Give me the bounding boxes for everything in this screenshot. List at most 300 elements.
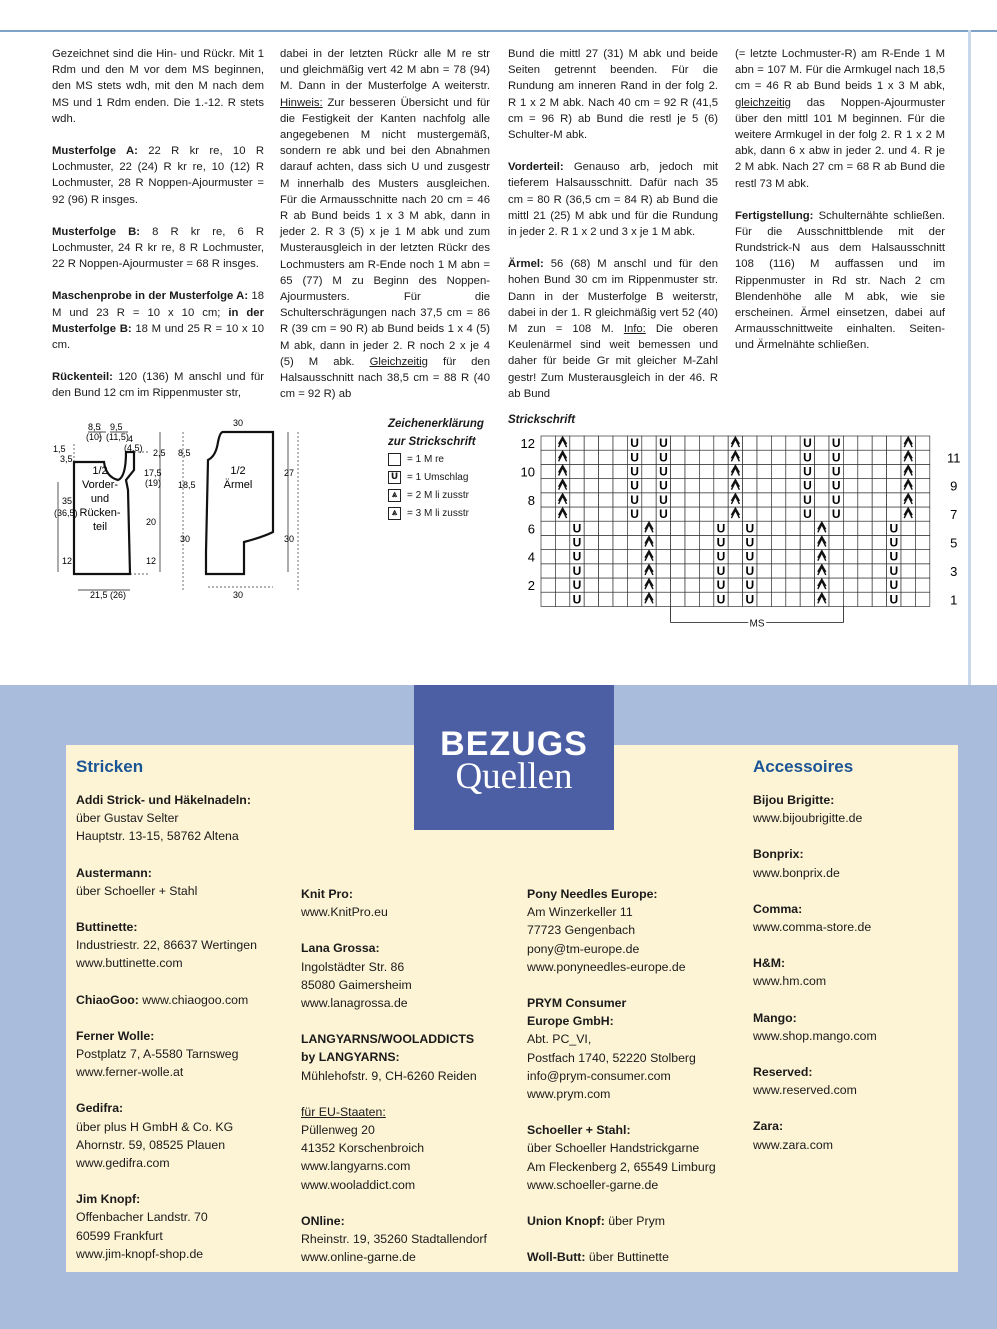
source-name: PRYM Consumer (527, 996, 627, 1011)
chart-cell (584, 564, 598, 578)
instruction-paragraph: Maschenprobe in der Musterfolge A: 18 M und 23 R = 10 x 10 cm; in der Musterfolge B: 18 M und 25 R = 10 x 10 cm. (52, 290, 264, 352)
chart-cell (915, 464, 929, 478)
chart-cell (887, 436, 901, 450)
source-entry (301, 1030, 521, 1085)
chart-cell (728, 592, 742, 606)
chart-cell (771, 550, 785, 564)
row-number-left: 6 (527, 521, 535, 537)
chart-cell (599, 493, 613, 507)
chart-cell (743, 464, 757, 478)
yarnover-mark: U (889, 535, 899, 550)
chart-cell (786, 535, 800, 549)
chart-cell (699, 521, 713, 535)
dim-label: 8,5 (88, 422, 101, 432)
chart-cell (671, 578, 685, 592)
chart-cell (858, 493, 872, 507)
chart-cell (901, 521, 915, 535)
source-line: Hauptstr. 13-15, 58762 Altena (76, 829, 239, 844)
yarnover-mark: U (572, 521, 582, 536)
heading-accessoires: Accessoires (753, 757, 854, 776)
chart-cell (786, 578, 800, 592)
instruction-paragraph: Fertigstellung: Schulternähte schließen. Für die Ausschnittblende mit der Rundstrick-N aus dem Halsausschnitt 108 (116) M auffassen und im Rippenmuster in Rd str. Nach 2 cm Blendenhöhe alle M abk, wie sie erscheinen. Ärmel einsetzen, dabei auf Armausschnittweite einhalten. Seiten- und Ärmelnähte schließen. (735, 209, 945, 352)
chart-cell (757, 550, 771, 564)
yarnover-mark: U (831, 492, 841, 507)
chart-cell (685, 436, 699, 450)
source-name: Comma: (753, 901, 803, 916)
dim-label: 9,5 (110, 422, 123, 432)
yarnover-mark: U (803, 478, 812, 493)
chart-cell (829, 564, 843, 578)
source-name: LANGYARNS/WOOLADDICTS (301, 1032, 475, 1047)
chart-cell (699, 564, 713, 578)
chart-cell (786, 464, 800, 478)
chart-legend (388, 415, 498, 523)
instructions-column-1 (52, 46, 264, 418)
yarnover-mark: U (889, 521, 899, 536)
yarnover-mark: U (831, 464, 841, 479)
chart-cell (584, 578, 598, 592)
chart-cell (728, 550, 742, 564)
chart-cell (656, 521, 670, 535)
source-entry (527, 1212, 747, 1230)
dim-label: 17,5 (144, 468, 162, 478)
chart-cell (570, 507, 584, 521)
source-line: Ingolstädter Str. 86 (301, 959, 405, 974)
chart-cell (685, 479, 699, 493)
chart-cell (872, 578, 886, 592)
chart-cell (599, 450, 613, 464)
chart-cell (541, 550, 555, 564)
dim-label: 1,5 (53, 444, 66, 454)
sources-column-4 (753, 791, 953, 1172)
source-name: Woll-Butt: (527, 1250, 586, 1265)
chart-cell (714, 436, 728, 450)
chart-cell (843, 550, 857, 564)
chart-cell (743, 436, 757, 450)
source-line: Mühlehofstr. 9, CH-6260 Reiden (301, 1068, 477, 1083)
chart-cell (685, 507, 699, 521)
yarnover-mark: U (831, 507, 841, 522)
chart-cell (915, 436, 929, 450)
source-name: H&M: (753, 956, 786, 971)
chart-cell (915, 592, 929, 606)
row-number-right: 9 (950, 478, 958, 494)
chart-cell (872, 507, 886, 521)
yarnover-mark: U (572, 578, 582, 593)
row-number-right: 1 (950, 592, 958, 608)
source-line: www.langyarns.com (301, 1159, 411, 1174)
chart-cell (771, 578, 785, 592)
chart-cell (599, 507, 613, 521)
knit-symbol-icon (388, 453, 401, 466)
source-line: Rheinstr. 19, 35260 Stadtallendorf (301, 1232, 487, 1247)
legend-item-k2tog: ⩓ = 2 M li zusstr (388, 485, 498, 505)
yarnover-mark: U (831, 436, 841, 451)
sleeve-label: 1/2 Ärmel (223, 465, 253, 491)
legend-item-knit: = 1 M re (388, 449, 498, 469)
yarnover-mark: U (803, 450, 812, 465)
chart-cell (800, 521, 814, 535)
source-line: über Schoeller + Stahl (76, 883, 198, 898)
source-line: www.schoeller-garne.de (527, 1177, 659, 1192)
chart-cell (613, 450, 627, 464)
row-number-left: 4 (527, 549, 535, 565)
source-line: Industriestr. 22, 86637 Wertingen (76, 938, 257, 953)
chart-cell (915, 578, 929, 592)
chart-cell (757, 436, 771, 450)
chart-cell (872, 592, 886, 606)
yarnover-symbol-icon: U (388, 471, 401, 484)
note-label: Info: (623, 323, 646, 336)
chart-cell (699, 507, 713, 521)
chart-cell (570, 493, 584, 507)
yarnover-mark: U (889, 578, 899, 593)
source-entry (527, 1248, 747, 1266)
instruction-paragraph: dabei in der letzten Rückr alle M re str und gleichmäßig vert 42 M abn = 78 (94) M. Dann in der Musterfolge A weiterstr. Hinweis: Zur besseren Übersicht und für die Festigkeit der Kanten nachfolg alle angegebenen M nicht mustergemäß, sondern re abk und bei den Abnahmen darauf achten, dass sich U und zusgestr M innerhalb des Musters ausgleichen. Für die Armausschnitte nach 20 cm = 46 R ab Bund beids 1 x 3 M abk, dann in jeder 2. R 3 (5) x je 1 M abk und zum Musterausgleich in der letzten Rückr des Lochmusters am R-Ende noch 1 M abn = 65 (77) M zu Beginn des Noppen-Ajourmusters. Für die Schulterschrägungen nach 37,5 cm = 86 R (39 cm = 90 R) ab Bund beids 1 x 4 (5) M abk, dann in jeder 2. R noch 2 x je 4 (5) M abk. Gleichzeitig für den Halsausschnitt nach 38,5 cm = 88 R (40 cm = 92 R) ab (280, 48, 490, 401)
chart-cell (627, 578, 641, 592)
chart-cell (584, 450, 598, 464)
chart-cell (771, 479, 785, 493)
yarnover-mark: U (803, 492, 812, 507)
legend-title: Zeichenerklärung (388, 418, 484, 430)
chart-cell (599, 578, 613, 592)
chart-cell (642, 479, 656, 493)
yarnover-mark: U (831, 450, 841, 465)
source-name: ONline: (301, 1213, 345, 1228)
chart-cell (541, 592, 555, 606)
row-number-left: 10 (520, 464, 535, 480)
yarnover-mark: U (803, 507, 812, 522)
instruction-paragraph: Rückenteil: 120 (136) M anschl und für den Bund 12 cm im Rippenmuster str, (52, 371, 264, 400)
source-line: www.gedifra.com (76, 1156, 170, 1171)
chart-cell (685, 578, 699, 592)
chart-cell (901, 535, 915, 549)
dim-label: 30 (180, 534, 191, 544)
chart-cell (714, 507, 728, 521)
source-line: Postfach 1740, 52220 Stolberg (527, 1050, 696, 1065)
source-name: Pony Needles Europe: (527, 887, 658, 901)
knitting-chart (505, 430, 961, 630)
chart-cell (555, 521, 569, 535)
section-label: Musterfolge B: (52, 225, 141, 238)
chart-cell (800, 564, 814, 578)
source-entry (301, 939, 521, 1012)
chart-cell (671, 450, 685, 464)
chart-cell (671, 535, 685, 549)
source-name: Mango: (753, 1010, 797, 1025)
chart-cell (613, 464, 627, 478)
chart-cell (642, 493, 656, 507)
chart-cell (743, 479, 757, 493)
source-line: Abt. PC_VI, (527, 1032, 592, 1047)
dim-label: (19) (145, 478, 162, 488)
chart-cell (872, 535, 886, 549)
row-number-left: 2 (527, 578, 535, 594)
chart-cell (843, 507, 857, 521)
instructions-column-3 (508, 46, 718, 418)
chart-cell (656, 550, 670, 564)
section-label: in der Musterfolge B: (52, 306, 264, 335)
row-number-left: 12 (520, 436, 535, 452)
source-line: www.ponyneedles-europe.de (527, 959, 686, 974)
chart-cell (800, 578, 814, 592)
source-entry (753, 845, 953, 881)
yarnover-mark: U (630, 478, 639, 493)
source-entry (753, 900, 953, 936)
source-line: www.KnitPro.eu (301, 905, 388, 920)
instruction-paragraph: Vorderteil: Genauso arb, jedoch mit tieferem Halsausschnitt. Dafür nach 35 cm = 80 R (36,5 cm = 84 R) ab Bund die mittl 21 (25) M abk und für die Rundung in jeder 2. R 1 x 2 und 3 x je 1 M abk. (508, 161, 718, 239)
source-entry (76, 791, 296, 846)
chart-cell (829, 521, 843, 535)
chart-cell (584, 592, 598, 606)
dim-label: 12 (146, 556, 157, 566)
chart-cell (541, 507, 555, 521)
yarnover-mark: U (659, 450, 668, 465)
chart-cell (671, 507, 685, 521)
source-line: www.online-garne.de (301, 1250, 416, 1265)
chart-cell (627, 592, 641, 606)
chart-cell (613, 592, 627, 606)
chart-cell (685, 592, 699, 606)
chart-cell (613, 535, 627, 549)
source-name: ChiaoGoo: (76, 992, 139, 1007)
chart-cell (915, 535, 929, 549)
yarnover-mark: U (572, 535, 582, 550)
chart-cell (671, 592, 685, 606)
chart-cell (887, 450, 901, 464)
chart-cell (671, 564, 685, 578)
chart-cell (915, 479, 929, 493)
source-name: Schoeller + Stahl: (527, 1123, 631, 1138)
chart-cell (642, 464, 656, 478)
chart-cell (815, 464, 829, 478)
dim-label: 8,5 (178, 448, 191, 458)
yarnover-mark: U (803, 436, 812, 451)
chart-cell (757, 535, 771, 549)
row-number-right: 5 (950, 535, 958, 551)
k2tog-symbol-icon: ⩓ (388, 489, 401, 502)
chart-cell (786, 564, 800, 578)
chart-cell (843, 521, 857, 535)
yarnover-mark: U (889, 549, 899, 564)
chart-cell (771, 493, 785, 507)
section-label: Ärmel: (508, 258, 544, 271)
chart-cell (699, 450, 713, 464)
chart-cell (771, 450, 785, 464)
chart-cell (757, 464, 771, 478)
source-line: über plus H GmbH & Co. KG (76, 1119, 234, 1134)
source-entry (753, 1009, 953, 1045)
dim-label: (11,5) (106, 432, 129, 442)
source-inline: über Prym (604, 1214, 665, 1229)
chart-cell (771, 521, 785, 535)
chart-cell (642, 450, 656, 464)
chart-cell (843, 479, 857, 493)
chart-cell (599, 464, 613, 478)
chart-cell (541, 436, 555, 450)
dim-label: 3,5 (60, 454, 73, 464)
source-line: www.hm.com (753, 974, 827, 989)
source-line: www.lanagrossa.de (301, 996, 408, 1011)
chart-cell (541, 493, 555, 507)
chart-cell (872, 550, 886, 564)
source-name: Europe GmbH: (527, 1014, 614, 1029)
source-entry (527, 994, 747, 1103)
instruction-paragraph: Gezeichnet sind die Hin- und Rückr. Mit 1 Rdm und den M vor dem MS beginnen, den MS stets wdh, mit den M nach dem MS und 1 Rdm enden. Die 1.-12. R stets wdh. (52, 48, 264, 125)
chart-cell (858, 550, 872, 564)
chart-cell (699, 535, 713, 549)
source-entry (753, 1117, 953, 1153)
source-name: Union Knopf: (527, 1214, 605, 1229)
chart-cell (872, 479, 886, 493)
yarnover-mark: U (630, 507, 639, 522)
chart-cell (541, 564, 555, 578)
source-line: www.reserved.com (753, 1083, 857, 1098)
source-name: Knit Pro: (301, 887, 353, 901)
chart-cell (858, 450, 872, 464)
source-entry (76, 991, 296, 1009)
source-line: pony@tm-europe.de (527, 941, 640, 956)
chart-cell (771, 592, 785, 606)
section-label: Vorderteil: (508, 161, 564, 174)
chart-cell (757, 578, 771, 592)
chart-cell (786, 592, 800, 606)
chart-cell (671, 464, 685, 478)
chart-cell (872, 493, 886, 507)
chart-cell (815, 479, 829, 493)
chart-cell (915, 550, 929, 564)
source-name: by LANGYARNS: (301, 1050, 400, 1065)
yarnover-mark: U (630, 492, 639, 507)
chart-cell (541, 535, 555, 549)
chart-cell (613, 479, 627, 493)
sources-column-3 (527, 885, 747, 1284)
chart-cell (728, 578, 742, 592)
dim-label: (4,5) (124, 443, 143, 453)
chart-cell (671, 493, 685, 507)
chart-cell (685, 464, 699, 478)
chart-cell (757, 493, 771, 507)
yarnover-mark: U (889, 592, 899, 607)
chart-cell (714, 479, 728, 493)
chart-cell (613, 521, 627, 535)
source-line: www.bijoubrigitte.de (753, 811, 863, 826)
chart-cell (800, 535, 814, 549)
chart-cell (743, 493, 757, 507)
chart-cell (671, 479, 685, 493)
chart-cell (771, 507, 785, 521)
source-name: Buttinette: (76, 920, 138, 935)
source-entry (76, 918, 296, 973)
source-entry (76, 1027, 296, 1082)
chart-cell (599, 550, 613, 564)
chart-cell (685, 521, 699, 535)
chart-cell (584, 507, 598, 521)
dim-label: 12 (62, 556, 73, 566)
section-label: Rückenteil: (52, 371, 113, 384)
chart-cell (599, 564, 613, 578)
chart-cell (915, 521, 929, 535)
chart-cell (599, 535, 613, 549)
chart-cell (685, 535, 699, 549)
chart-cell (800, 550, 814, 564)
source-name: Bijou Brigitte: (753, 793, 835, 807)
chart-cell (843, 592, 857, 606)
source-name: Bonprix: (753, 847, 804, 862)
source-line: www.wooladdict.com (301, 1177, 416, 1192)
chart-cell (858, 436, 872, 450)
yarnover-mark: U (831, 478, 841, 493)
chart-cell (627, 521, 641, 535)
legend-item-k3tog: ⩓ = 3 M li zusstr (388, 503, 498, 523)
chart-cell (584, 436, 598, 450)
chart-cell (699, 436, 713, 450)
yarnover-mark: U (659, 436, 668, 451)
dim-label: 30 (233, 590, 244, 600)
yarnover-mark: U (745, 563, 755, 578)
chart-cell (656, 592, 670, 606)
legend-item-yarnover: U = 1 Umschlag (388, 467, 498, 487)
chart-cell (627, 535, 641, 549)
source-line: Püllenweg 20 (301, 1123, 375, 1138)
source-name: Jim Knopf: (76, 1192, 141, 1207)
sources-column-1 (76, 791, 296, 1281)
yarnover-mark: U (745, 578, 755, 593)
source-entry (76, 864, 296, 900)
chart-cell (599, 592, 613, 606)
instruction-paragraph: Bund die mittl 27 (31) M abk und beide Seiten getrennt beenden. Für die Rundung am inneren Rand in der folg 2. R 1 x 2 M abk. Nach 40 cm = 92 R (41,5 cm = 96 R) ab Bund die restl je 5 (6) Schulter-M abk. (508, 48, 718, 142)
chart-cell (541, 464, 555, 478)
chart-cell (858, 535, 872, 549)
dim-label: 30 (284, 534, 295, 544)
chart-cell (872, 436, 886, 450)
source-line: www.comma-store.de (753, 920, 872, 935)
chart-cell (541, 450, 555, 464)
source-line: über Gustav Selter (76, 811, 179, 826)
chart-cell (858, 578, 872, 592)
repeat-label: MS (749, 618, 765, 630)
note-label: gleichzeitig (735, 96, 791, 109)
chart-cell (555, 592, 569, 606)
source-line: 60599 Frankfurt (76, 1228, 163, 1243)
dim-label: 27 (284, 468, 295, 478)
chart-cell (757, 507, 771, 521)
chart-cell (584, 464, 598, 478)
chart-cell (570, 464, 584, 478)
chart-cell (613, 436, 627, 450)
source-line: www.jim-knopf-shop.de (76, 1246, 204, 1261)
chart-cell (743, 450, 757, 464)
source-line: www.zara.com (753, 1137, 833, 1152)
chart-cell (771, 535, 785, 549)
chart-cell (887, 507, 901, 521)
chart-cell (872, 464, 886, 478)
chart-cell (786, 436, 800, 450)
note-label: Gleichzeitig (369, 355, 428, 368)
source-line: www.buttinette.com (76, 956, 183, 971)
row-number-right: 3 (950, 563, 958, 579)
chart-cell (699, 550, 713, 564)
chart-cell (786, 507, 800, 521)
section-label: Musterfolge A: (52, 145, 138, 158)
chart-cell (570, 479, 584, 493)
chart-title: Strickschrift (508, 414, 576, 426)
chart-cell (685, 564, 699, 578)
source-line: Ahornstr. 59, 08525 Plauen (76, 1137, 226, 1152)
chart-cell (627, 564, 641, 578)
source-inline: über Buttinette (585, 1250, 669, 1265)
chart-cell (685, 493, 699, 507)
